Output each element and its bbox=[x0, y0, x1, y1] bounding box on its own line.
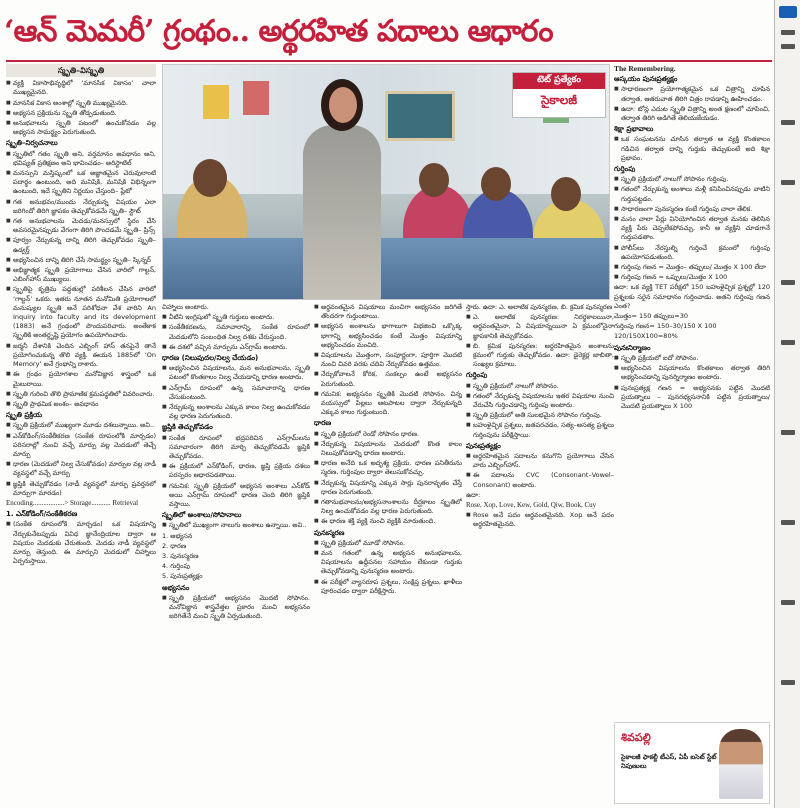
paragraph: ■ నేర్చుకున్న అంశాలను ఎక్కువ కాలం నిల్వ ఉంచుకోవడం వల్ల ధారణ పెరుగుతుంది. bbox=[162, 403, 310, 421]
paragraph: ■ ఒక సంఘటనను చూసిన తర్వాత ఆ వ్యక్తి కొంతకాలం గడిచిన తర్వాత దాన్ని గుర్తుకు తెచ్చుకుంటే అది శిక్షా ప్రభావం. bbox=[614, 135, 770, 163]
paragraph: ■ సంకేతీకరణను, సమాచారాన్ని, సంకేత రూపంలో మెదడులోని సంబంధిత నిల్వ దశకు చేరుస్తుంది. bbox=[162, 323, 310, 341]
paragraph: ■ ఎ. అలాటిక పునస్మరణ: నిరర్థకాలయినా, అర్థవంతమైనా, ఏ విషయాన్నయినా ఏ క్రమంలోనైనా జ్ఞాపకానికి తెచ్చుకోవడం. bbox=[466, 313, 614, 341]
paragraph: ■ విషయాలను మొత్తంగా, సంపూర్ణంగా, పూర్తిగా మొదటి నుంచి చివరి వరకు చదివి నేర్చుకోవడం ఉత్తమం. bbox=[314, 351, 462, 369]
paragraph: ■ సాధారణంగా పునఃస్మరణ కంటే గుర్తింపు చాలా తేలిక. bbox=[614, 205, 770, 214]
paragraph: ■ ఉదా: టోన్ల ఎదుట స్మృతి చిత్రాన్ని అంత క్షణంలో చూపించి, తర్వాత తిరిగి అడిగితే తెలియజేయడం. bbox=[614, 105, 770, 123]
photo-teacher bbox=[303, 125, 381, 300]
paragraph: ■ ఈ ప్రక్రియలో ఎన్‌కోడింగ్, ధారణ, జ్ఞప్తి ప్రక్రియ దశలు పరస్పరం ఆధారపడతాయి. bbox=[162, 462, 310, 480]
step-item: 4. గుర్తింపు bbox=[162, 562, 190, 571]
photo-board bbox=[385, 91, 455, 141]
author-name: శివపల్లి bbox=[621, 731, 651, 744]
definition: ■ అభిజ్ఞాత్మక స్మృతి ప్రయోగాలు చేసిన వారిలో గాల్టన్, ఎబింగ్‌హాస్ ముఖ్యులు. bbox=[6, 266, 156, 284]
author-photo bbox=[719, 729, 763, 799]
paragraph: ■ పోలీస్‌లు నేరస్తుల్ని గుర్తించే క్రమంలో గుర్తింపు ఉపయోగపడుతుంది. bbox=[614, 244, 770, 262]
paragraph: ■ జ్ఞప్తికి తెచ్చుకోవడం (నాడీ వ్యవస్థలో మార్పు ప్రవర్తనలో మార్పుగా మారడం) bbox=[6, 480, 156, 498]
subheading: ధారణ (నిలుపుదల/నిల్వ చేయడం) bbox=[162, 354, 259, 363]
edge-text-fragment bbox=[781, 680, 795, 685]
section-tag-bottom: సైకాలజీ bbox=[540, 93, 578, 107]
paragraph: ■ ఎన్‌గ్రామ్ రూపంలో ఉన్న సమాచారాన్ని ధారణ చేసుకుంటుంది. bbox=[162, 384, 310, 402]
author-box bbox=[614, 722, 770, 804]
formula: ■ గుర్తింపు గణన = మొత్తం– తప్పులు/ మొత్తం X 100 లేదా bbox=[614, 263, 770, 272]
photo-teacher-face bbox=[329, 87, 357, 123]
example-label: ఉదా: bbox=[466, 490, 481, 499]
paragraph: ■ ఈ ధారణ శక్తి వ్యక్తి నుంచి వ్యక్తికి మారుతుంది. bbox=[314, 517, 462, 526]
paragraph: ■ ఈ పరీక్షలో వ్యాసరూప ప్రశ్నలు, సంక్షిప్త ప్రశ్నలు, ఖాళీలు పూరించడం ద్వారా పరీక్షిస్తారు. bbox=[314, 578, 462, 596]
paragraph: ■ పునఃప్రత్యక్ష గణన = అభ్యసనకు పట్టిన మొదటి ప్రయత్నాలు – పునరభ్యసనానికి పట్టిన ప్రయత్నాలు/ మొదటి ప్రయత్నాలు X 100 bbox=[614, 384, 770, 412]
subheading: స్మృతిలో అంశాలు/సోపానాలు bbox=[162, 511, 242, 520]
subheading: పునఃనిర్మాణం bbox=[614, 343, 651, 352]
paragraph: ■ అర్థరహితమైన పదాలను కనుగొని ప్రయోగాలు చేసిన వారు ఎబ్బింగ్‌హాస్. bbox=[466, 452, 614, 470]
step-item: 2. ధారణ bbox=[162, 541, 187, 550]
paragraph: ■ గతానుభవాలను/అభ్యసనాంశాలను దీర్ఘకాలం స్మృతిలో నిల్వ ఉంచుకోవడం వల్ల ధారణ పెరుగుతుంది. bbox=[314, 498, 462, 516]
edge-text-fragment bbox=[781, 430, 795, 435]
definition: ■ గత అనుభవం/ముందు నేర్చుకున్న విషయం ఎలా జరిగిందో తిరిగి జ్ఞాపకం తెచ్చుకోవడమే స్మృతి– స్టౌట్ bbox=[6, 198, 156, 216]
subheading: పునఃప్రత్యక్షం bbox=[466, 441, 501, 450]
author-credentials: సైకాలజీ ఫాకల్టీ టీఎస్, ఏపీ ఐసెట్ స్టేట్ నిపుణులు bbox=[621, 753, 717, 770]
section-tag bbox=[512, 72, 606, 118]
paragraph: ■ నేర్చుకోవాలనే కోరిక, సంకల్పం ఉంటే అభ్యసనం పెరుగుతుంది. bbox=[314, 370, 462, 388]
step-item: 5. పునఃప్రత్యక్షం bbox=[162, 572, 203, 581]
paragraph: ■ సంకేత రూపంలో భద్రపరిచిన ఎన్‌గ్రామ్‌లను సమాచారంగా తిరిగి మార్చి తెచ్చుకోవడమే జ్ఞప్తికి తెచ్చుకోవడం. bbox=[162, 434, 310, 462]
paragraph: ■ వ్యక్తి వికాసాభివృద్ధిలో ‘మానసిక వికాసం’ చాలా ముఖ్యమైనది. bbox=[6, 79, 156, 97]
paragraph: స్తారు. ఉదా: ఎ. అలాటిక పునస్మరణ, బి. క్రమిక పునస్మరణ bbox=[466, 303, 613, 311]
definition: ■ స్మృతి ప్రాథమిక అంశం– అవధానం bbox=[6, 400, 156, 409]
column-5 bbox=[614, 64, 770, 808]
paragraph: ■ నేర్చుకున్న విషయాలను మెదడులో కొంత కాలం నిలుపుకోవడాన్ని ధారణ అంటారు. bbox=[314, 440, 462, 458]
section-kicker: స్మృతి–విస్మృతి bbox=[6, 64, 156, 77]
definition: ■ ఈ గ్రంథం ప్రయోగశాల మనోవిజ్ఞాన శాస్త్రంలో ఒక మైలురాయి. bbox=[6, 370, 156, 388]
paragraph: ■ సాధారణంగా ప్రయోగాత్మకమైన ఒక చిత్రాన్ని చూపిన తర్వాత, ఆతరువాత తిరిగి చిత్రం రావడాన్ని ఊహించడం. bbox=[614, 85, 770, 103]
section-tag-top: టెట్ ప్రత్యేకం bbox=[513, 73, 605, 89]
paragraph: ■ ఎన్‌కోడింగ్/సంకేతీకరణ (సంకేత రూపంలోకి మార్చడం) పరిసరాల్లో నుంచి వచ్చే మార్పు వల్ల మెదడులో తెచ్చే మార్పు bbox=[6, 432, 156, 460]
paragraph: ■ అనుభవాలను స్మృతి పటంలో ఉంచుకోవడం వల్ల అభ్యసన సామర్థ్యం పెరుగుతుంది. bbox=[6, 119, 156, 137]
subheading: గుర్తింపు bbox=[614, 165, 636, 174]
photo-student-head bbox=[193, 159, 227, 197]
subheading: పునఃస్మరణ bbox=[314, 528, 345, 537]
subheading: గుర్తింపు bbox=[466, 371, 488, 380]
paragraph: ■ గతంలో నేర్చుకున్న విషయాలను ఇతర విషయాల నుంచి వేరుచేసి గుర్తించడాన్ని గుర్తింపు అంటారు. bbox=[466, 392, 614, 410]
paragraph: ■ ధారణ (మెదడులో నిల్వ చేసుకోవడం) మార్పుల వల్ల నాడీ వ్యవస్థలో వచ్చే మార్పు bbox=[6, 460, 156, 478]
photo-poster bbox=[243, 81, 269, 115]
paragraph: ■ అభ్యసించిన విషయాలను కొంతకాలం తర్వాత తిరిగి అభ్యసించడాన్ని పునర్నిర్మాణం అంటారు. bbox=[614, 364, 770, 382]
paragraph: ■ స్మృతి ప్రక్రియలో మూడో సోపానం. bbox=[314, 539, 462, 548]
calc-line: 120/150X100=80% bbox=[614, 332, 678, 341]
paragraph: ■ స్మృతి ప్రక్రియలో ముఖ్యంగా మూడు దశలున్నాయి. అవి.. bbox=[6, 421, 156, 430]
definition: ■ జర్మనీ దేశానికి చెందిన ఎబ్బింగ్ హాస్ తనపైనే తానే ప్రయోగించుకున్న తొలి వ్యక్తి. ఈయన 1885లో ‘On Memory’ అనే గ్రంథాన్ని రాశారు. bbox=[6, 342, 156, 370]
photo-student-head bbox=[419, 163, 449, 197]
formula: ■ గుర్తింపు గణన = ఒప్పులు/మొత్తం X 100 bbox=[614, 273, 770, 282]
subheading: ఆస్కయం పునఃప్రత్యక్షం bbox=[614, 75, 678, 84]
paragraph: ■ స్మృతి ప్రక్రియలో నాలుగో సోపానం. bbox=[466, 382, 614, 391]
photo-desk bbox=[163, 238, 609, 299]
definition: ■ మనస్సుని మస్తిష్కంలో ఒక అజ్ఞాతమైన చెరువులాంటి పదార్థం ఉంటుంది, అది మనిషికి, మనిషికి విభిన్నంగా ఉంటుంది, ఇదే స్మృతిని నిర్ణయం చేస్తుంది– ప్లేటో bbox=[6, 169, 156, 197]
definition: ■ పూర్వం నేర్చుకున్న దాన్ని తిరిగి తెచ్చుకోవడం స్మృతి– ఉడ్వర్త్ bbox=[6, 236, 156, 254]
edge-text-fragment bbox=[781, 600, 795, 605]
definition: ■ స్మృతిపై కృత్రిమ పద్ధతుల్లో పరిశీలన చేసిన వారిలో ‘గాల్టన్’ ఒకరు. ఇతరు నూతన మనోమితి ప్రయోగాలలో మనుష్యుల స్మృతి అనే పరిశోధనా వేశ వారిని An Inquiry into faculty and its development (1883) అనే గ్రంథంలో పొందుపరిచారు. అంతేకాక స్మృతికి అంతర్దృష్టి ప్రయోగం ఉపయోగించారు. bbox=[6, 285, 156, 340]
edge-text-fragment bbox=[781, 340, 795, 345]
photo-student-head bbox=[481, 167, 511, 201]
definition: ■ అభ్యసించిన దాన్ని తిరిగి చేసే సామర్థ్యం స్మృతి– స్కిన్నర్ bbox=[6, 256, 156, 265]
subheading: స్మృతి ప్రక్రియ bbox=[6, 411, 43, 420]
subheading: స్మృతి–నిర్వచనాలు bbox=[6, 139, 58, 148]
edge-text-fragment bbox=[781, 520, 795, 525]
calc-line: మొత్తం= 150 తప్పులు=30 bbox=[614, 312, 689, 321]
example: ఉదా: ఒక వ్యక్తి TET పరీక్షలో 150 బహుళైచ్ఛిక ప్రశ్నల్లో 120 ప్రశ్నలకు సరైన సమాధానం గుర్తించాడు. అతని గుర్తింపు గణన ఎంత? bbox=[614, 283, 770, 310]
subheading: ధారణ bbox=[314, 419, 332, 428]
adjacent-page-edge bbox=[774, 0, 800, 808]
definition: ■ గత అనుభవాలను మెదడు/మనస్సులో స్థిరం చేసి అవసరమైనప్పుడు వేగంగా తిరిగి పొందడమే స్మృతి– ప్రిన్స్ bbox=[6, 217, 156, 235]
paragraph: ■ అభ్యసన ప్రక్రియను స్మృతి తోడ్పడుతుంది. bbox=[6, 109, 156, 118]
paragraph: ■ అర్థవంతమైన విషయాలు మంచిగా అభ్యసనం జరిగితే తొందరగా గుర్తుంటాయి. bbox=[314, 303, 462, 321]
column-2 bbox=[162, 303, 310, 808]
paragraph: ■ గమనిక: స్మృతి ప్రక్రియలో అభ్యసన అంశాలు ఎన్‌కోడ్ అయి ఎన్‌గ్రామ్ రూపంలో ధారణ చెంది తిరిగి జ్ఞప్తికి వస్తాయి. bbox=[162, 482, 310, 510]
definition: ■ స్మృతిలో గతం స్మృతి అని, వర్తమానం అవధానం అని, భవిష్యత్ ప్రతిక్షణం అని భావించడం– అరిస్టాటిల్ bbox=[6, 150, 156, 168]
edge-text-fragment bbox=[781, 180, 795, 185]
paragraph: ■ స్మృతి ప్రక్రియలో అతి సులభమైన సోపానం గుర్తింపు. bbox=[466, 411, 614, 420]
paragraph: ■ వీటిని ఇంగ్లిషులో స్మృతి గుర్తులు అంటారు. bbox=[162, 313, 310, 322]
subheading: 1. ఎన్‌కోడింగ్/సంకేతీకరణ bbox=[6, 510, 78, 519]
definition: ■ స్మృతి గురించి తొలి ప్రామాణిక క్రమపద్ధతిలో వివరించారు. bbox=[6, 390, 156, 399]
step-item: 1. అభ్యసన bbox=[162, 531, 193, 540]
paragraph: ■ మన గతంలో ఉన్న అభ్యసన అనుభవాలను, విషయాలను ఉద్దీపనల సహాయం లేకుండా గుర్తుకు తెచ్చుకోవడాన్ని పునఃస్మరణ అంటారు. bbox=[314, 549, 462, 577]
headline: ‘ఆన్ మెమరీ’ గ్రంథం.. అర్థరహిత పదాలు ఆధారం bbox=[4, 14, 553, 49]
edge-text-fragment bbox=[781, 280, 795, 285]
paragraph: ■ ధారణ అనేది ఒక అదృశ్య ప్రక్రియ. ధారణ పనితీరును స్మరణ, గుర్తింపుల ద్వారా తెలుసుకోవచ్చు. bbox=[314, 459, 462, 477]
paragraph: ■ స్మృతిలో ముఖ్యంగా నాలుగు అంశాలు ఉన్నాయి. అవి.. bbox=[162, 521, 310, 530]
paragraph: ■ Rose అనే పదం అర్థవంతమైనది. Xop అనే పదం అర్థరహితమైనది. bbox=[466, 511, 614, 529]
column-lead: The Remembering. bbox=[614, 64, 676, 73]
paragraph: ■ ఈ పదాలను CVC (Consonant–Vowel–Consonant) అంటారు. bbox=[466, 471, 614, 489]
photo-student-head bbox=[551, 177, 581, 211]
paragraph: ■ అభ్యసన అంశాలను భాగాలుగా విభజించి ఒక్కొక్క భాగాన్ని అభ్యసించడం కంటే మొత్తం విషయాన్ని అభ్యసించడం మంచిది. bbox=[314, 322, 462, 350]
paragraph: ■ బహుళైచ్ఛిక ప్రశ్నలు, జతపరచడం, సత్య–అసత్య ప్రశ్నలు గుర్తింపును పరీక్షిస్తాయి. bbox=[466, 421, 614, 439]
paragraph: ■ మనం చాలా పేర్లు వినియోగించిన తర్వాత మనకు తెలిసిన వ్యక్తి పేరు చెప్పలేకపోవచ్చు, కానీ ఆ వ్యక్తిని చూడగానే గుర్తుపడతాం. bbox=[614, 215, 770, 243]
paragraph: ■ స్మృతి ప్రక్రియలో ఐదో సోపానం. bbox=[614, 354, 770, 363]
column-3 bbox=[314, 303, 462, 808]
photo-poster bbox=[203, 85, 229, 119]
column-4 bbox=[466, 303, 614, 703]
paragraph: ■ నేర్చుకున్న విషయాన్ని ఎక్కువ సార్లు పునరావృతం చేస్తే ధారణ పెరుగుతుంది. bbox=[314, 479, 462, 497]
paragraph: ■ స్మృతి ప్రక్రియలో రెండో సోపానం ధారణ. bbox=[314, 430, 462, 439]
paragraph: చిహ్నాలు అంటారు. bbox=[162, 303, 209, 311]
step-item: 3. పునఃస్మరణ bbox=[162, 552, 199, 561]
paragraph: ■ అభ్యసించిన విషయాలను, మన అనుభవాలను, స్మృతి పటంలో కొంతకాలం నిల్వ చేయడాన్ని ధారణ అంటారు. bbox=[162, 364, 310, 382]
subheading: శిక్షా ప్రభావాలు bbox=[614, 125, 654, 134]
calc-line: గుర్తింపు గణన= 150–30/150 X 100 bbox=[614, 322, 717, 331]
paragraph: ■ మానసిక వికాస అంశాల్లో స్మృతి ముఖ్యమైనది. bbox=[6, 99, 156, 108]
paragraph: ■ గమనిక: అభ్యసనం స్మృతికి మొదటి సోపానం. చిన్న వయస్సులో పిల్లలు ఆటపాటల ద్వారా నేర్చుకున్నది ఎక్కువ కాలం గుర్తుంటుంది. bbox=[314, 390, 462, 418]
paragraph: ■ బి. క్రమిక పునస్మరణ: అర్థరహితమైన అంశాలను క్రమంలో గుర్తుకు తెచ్చుకోవడం. ఉదా: డైరెక్టర్ల జాబితా, సంఖ్యల క్రమాలు. bbox=[466, 342, 614, 370]
paragraph: ■ ఈ దశలో వచ్చిన మార్పును ఎన్‌గ్రామ్ అంటారు. bbox=[162, 343, 310, 352]
paragraph: ■ (సంకేత రూపంలోకి మార్చడం) ఒక విషయాన్ని నేర్చుకునేటప్పుడు వివిధ జ్ఞానేంద్రియాల ద్వారా ఆ విషయం మెదడుకు చేరుతుంది. మెదడు నాడీ వ్యవస్థలో మార్పు తెస్తుంది. ఈ మార్పుని మెదడులో చిహ్నాలు ఏర్పరుస్తాయి. bbox=[6, 520, 156, 566]
edge-logo-icon bbox=[779, 6, 797, 18]
paragraph: ■ స్మృతి ప్రక్రియలో అభ్యసనం మొదటి సోపానం. మనోవిజ్ఞాన శాస్త్రవేత్తల ప్రకారం మంచి అభ్యసనం జరిగితేనే మంచి స్మృతి ఏర్పడుతుంది. bbox=[162, 594, 310, 622]
paragraph: ■ స్మృతి ప్రక్రియలో నాలుగో సోపానం గుర్తింపు. bbox=[614, 175, 770, 184]
edge-text-fragment bbox=[781, 120, 795, 125]
process-flow: Encoding..................> Storage........... Retrieval bbox=[6, 498, 139, 507]
paragraph: ■ గతంలో నేర్చుకున్న అంశాలు మళ్లీ కనిపించినప్పుడు వాటిని గుర్తుపట్టడం. bbox=[614, 185, 770, 203]
column-1 bbox=[6, 64, 156, 808]
edge-text-fragment bbox=[781, 44, 795, 49]
example-words: Rose, Xop, Love, Kew, Gold, Qiw, Book, Cuy bbox=[466, 501, 597, 510]
headline-rule bbox=[6, 60, 772, 62]
edge-text-fragment bbox=[781, 30, 795, 35]
subheading: అభ్యసనం bbox=[162, 583, 190, 592]
subheading: జ్ఞప్తికి తెచ్చుకోవడం bbox=[162, 423, 213, 432]
